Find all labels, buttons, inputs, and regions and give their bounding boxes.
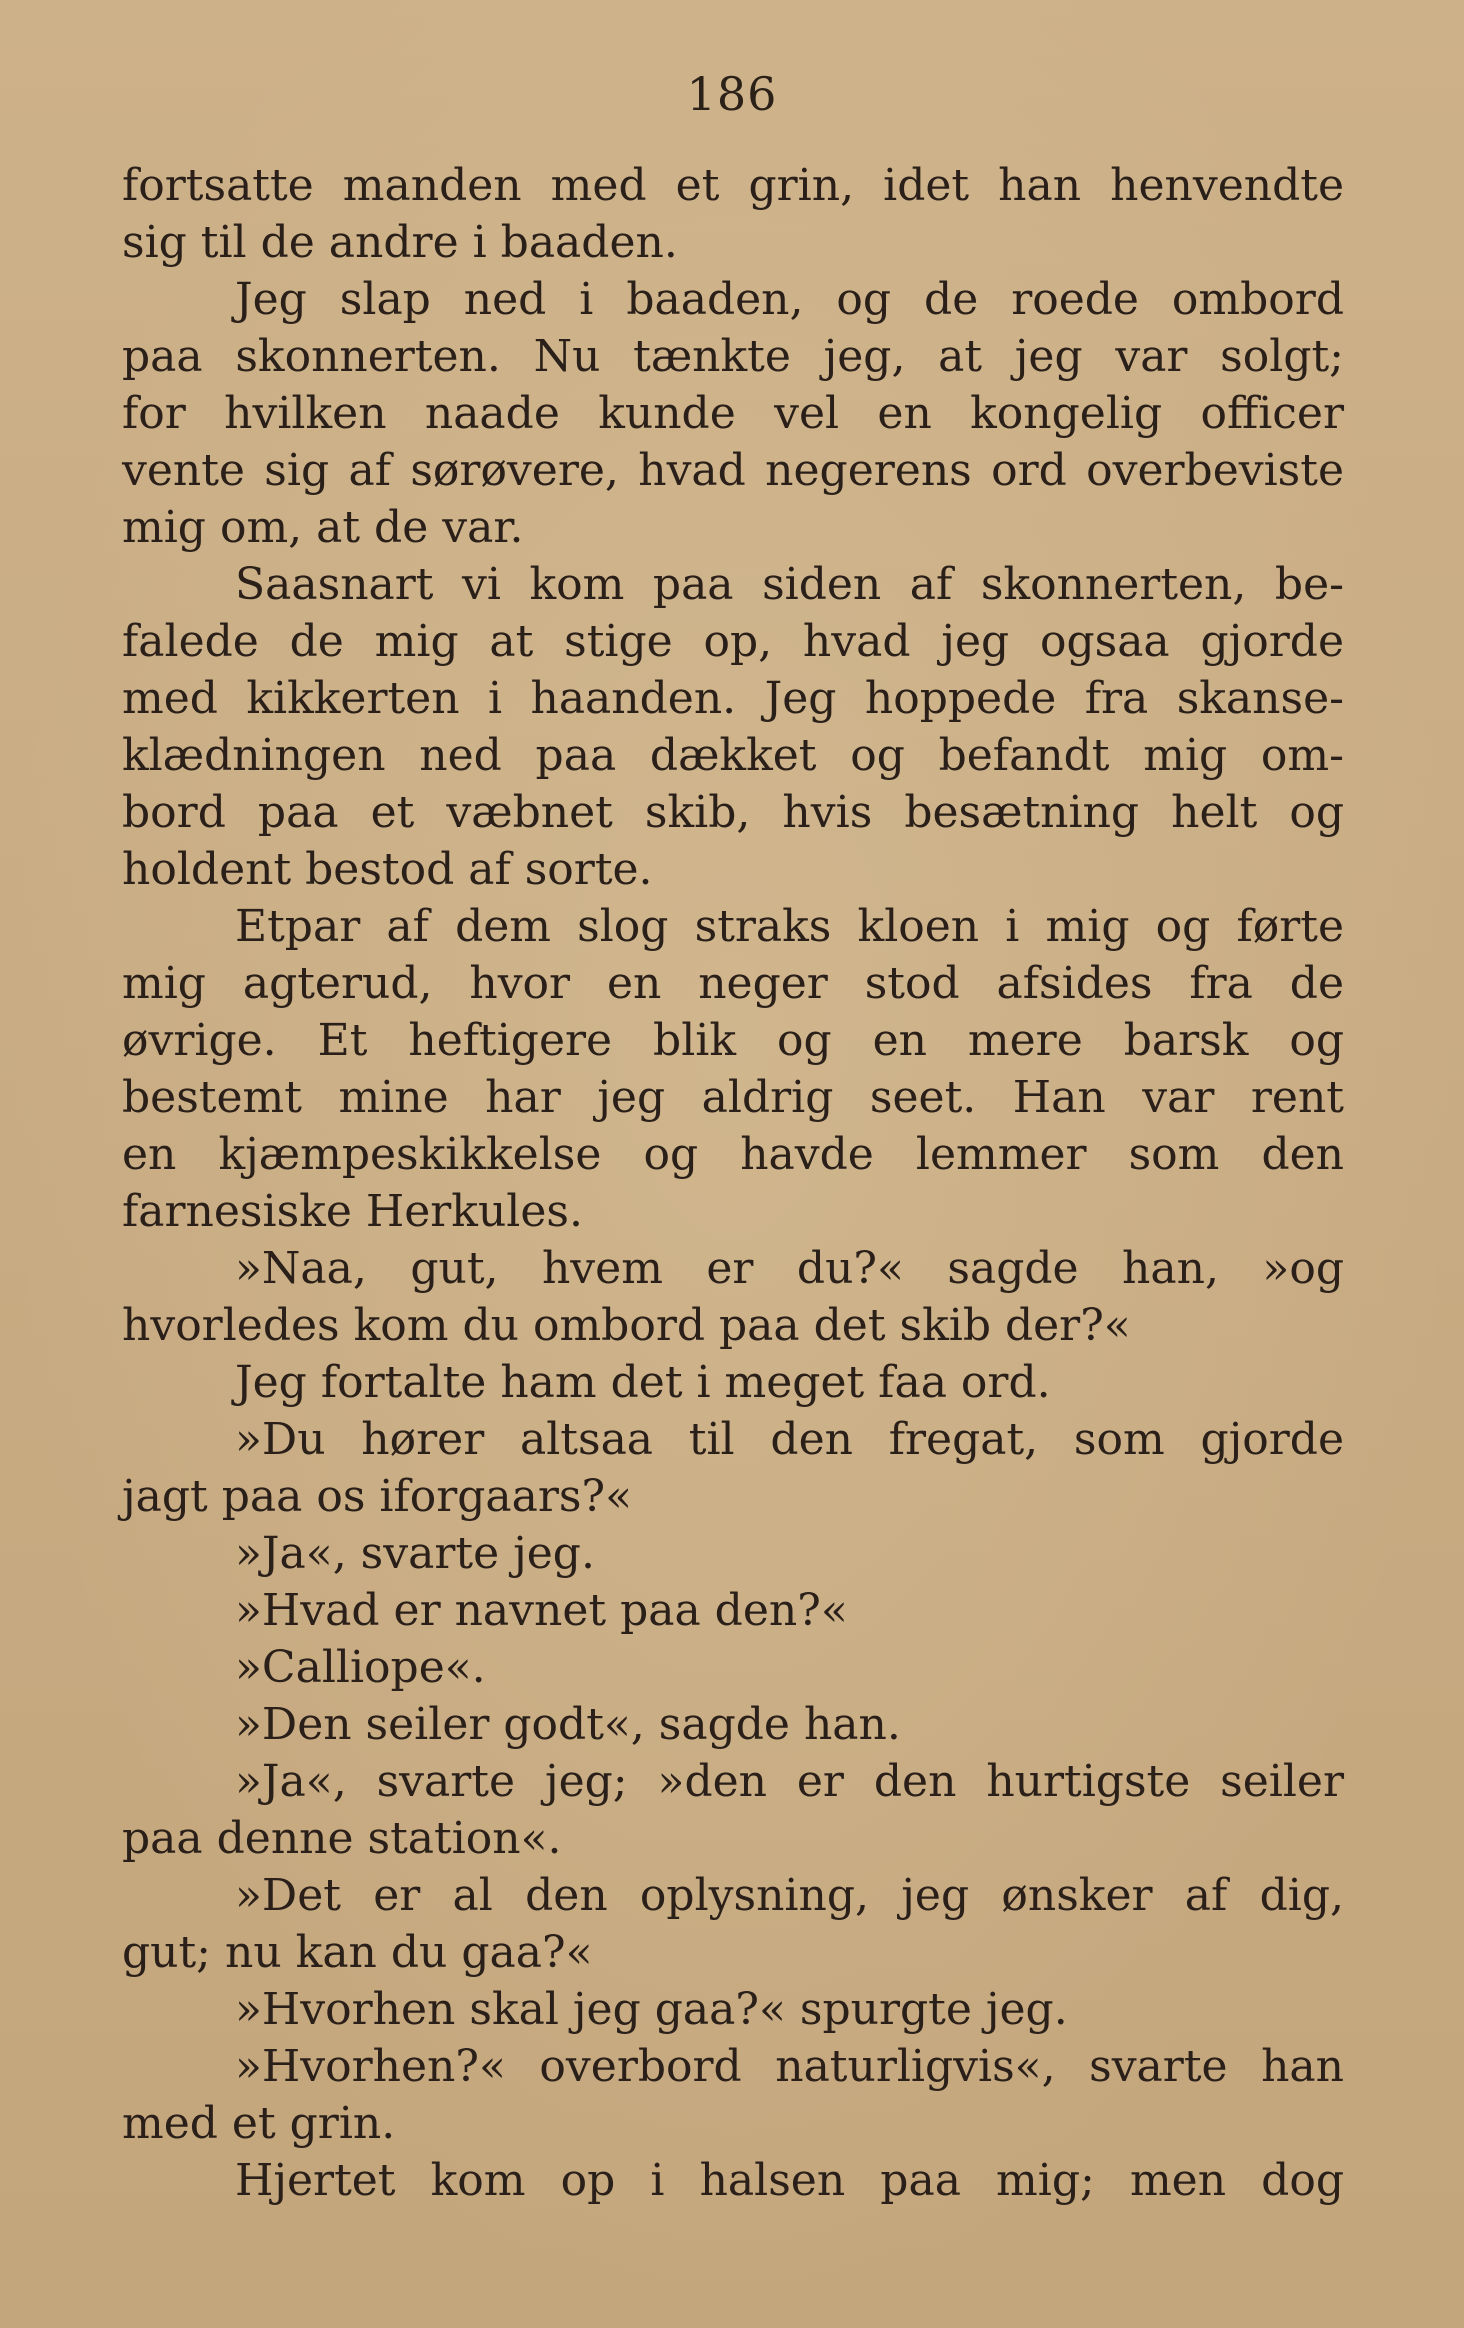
text-line: klædningen ned paa dækket og befandt mig om- xyxy=(122,730,1344,781)
text-line: hvorledes kom du ombord paa det skib der?« xyxy=(122,1300,1131,1351)
text-line: vente sig af sørøvere, hvad negerens ord overbeviste xyxy=(122,445,1344,496)
text-line: »Hvorhen?« overbord naturligvis«, svarte han xyxy=(235,2041,1344,2092)
text-line: Jeg fortalte ham det i meget faa ord. xyxy=(235,1357,1051,1408)
text-line: Saasnart vi kom paa siden af skonnerten, be- xyxy=(235,559,1344,610)
text-line: gut; nu kan du gaa?« xyxy=(122,1927,593,1978)
text-line: »Ja«, svarte jeg; »den er den hurtigste seiler xyxy=(235,1756,1344,1807)
text-line: bord paa et væbnet skib, hvis besætning helt og xyxy=(122,787,1344,838)
text-line: bestemt mine har jeg aldrig seet. Han var rent xyxy=(122,1072,1344,1123)
text-line: en kjæmpeskikkelse og havde lemmer som den xyxy=(122,1129,1344,1180)
text-line: Jeg slap ned i baaden, og de roede ombord xyxy=(235,274,1344,325)
text-line: jagt paa os iforgaars?« xyxy=(122,1471,633,1522)
text-line: fortsatte manden med et grin, idet han henvendte xyxy=(122,160,1344,211)
text-line: »Naa, gut, hvem er du?« sagde han, »og xyxy=(235,1243,1344,1294)
text-line: paa denne station«. xyxy=(122,1813,562,1864)
text-line: Hjertet kom op i halsen paa mig; men dog xyxy=(235,2155,1344,2206)
text-line: med et grin. xyxy=(122,2098,396,2149)
text-line: Etpar af dem slog straks kloen i mig og førte xyxy=(235,901,1344,952)
text-line: falede de mig at stige op, hvad jeg ogsaa gjorde xyxy=(122,616,1344,667)
page-number: 186 xyxy=(686,67,778,121)
text-line: »Den seiler godt«, sagde han. xyxy=(235,1699,901,1750)
text-line: »Ja«, svarte jeg. xyxy=(235,1528,595,1579)
text-line: mig agterud, hvor en neger stod afsides fra de xyxy=(122,958,1344,1009)
text-line: holdent bestod af sorte. xyxy=(122,844,653,895)
text-line: sig til de andre i baaden. xyxy=(122,217,678,268)
text-line: »Calliope«. xyxy=(235,1642,486,1693)
text-line: »Du hører altsaa til den fregat, som gjorde xyxy=(235,1414,1344,1465)
text-line: farnesiske Herkules. xyxy=(122,1186,583,1237)
text-line: »Hvorhen skal jeg gaa?« spurgte jeg. xyxy=(235,1984,1068,2035)
text-line: øvrige. Et heftigere blik og en mere barsk og xyxy=(122,1015,1344,1066)
text-line: mig om, at de var. xyxy=(122,502,524,553)
text-line: for hvilken naade kunde vel en kongelig officer xyxy=(122,388,1344,439)
text-line: »Hvad er navnet paa den?« xyxy=(235,1585,848,1636)
text-line: »Det er al den oplysning, jeg ønsker af dig, xyxy=(235,1870,1344,1921)
text-line: paa skonnerten. Nu tænkte jeg, at jeg var solgt; xyxy=(122,331,1344,382)
body-text xyxy=(122,157,1344,2209)
text-line: med kikkerten i haanden. Jeg hoppede fra skanse- xyxy=(122,673,1344,724)
